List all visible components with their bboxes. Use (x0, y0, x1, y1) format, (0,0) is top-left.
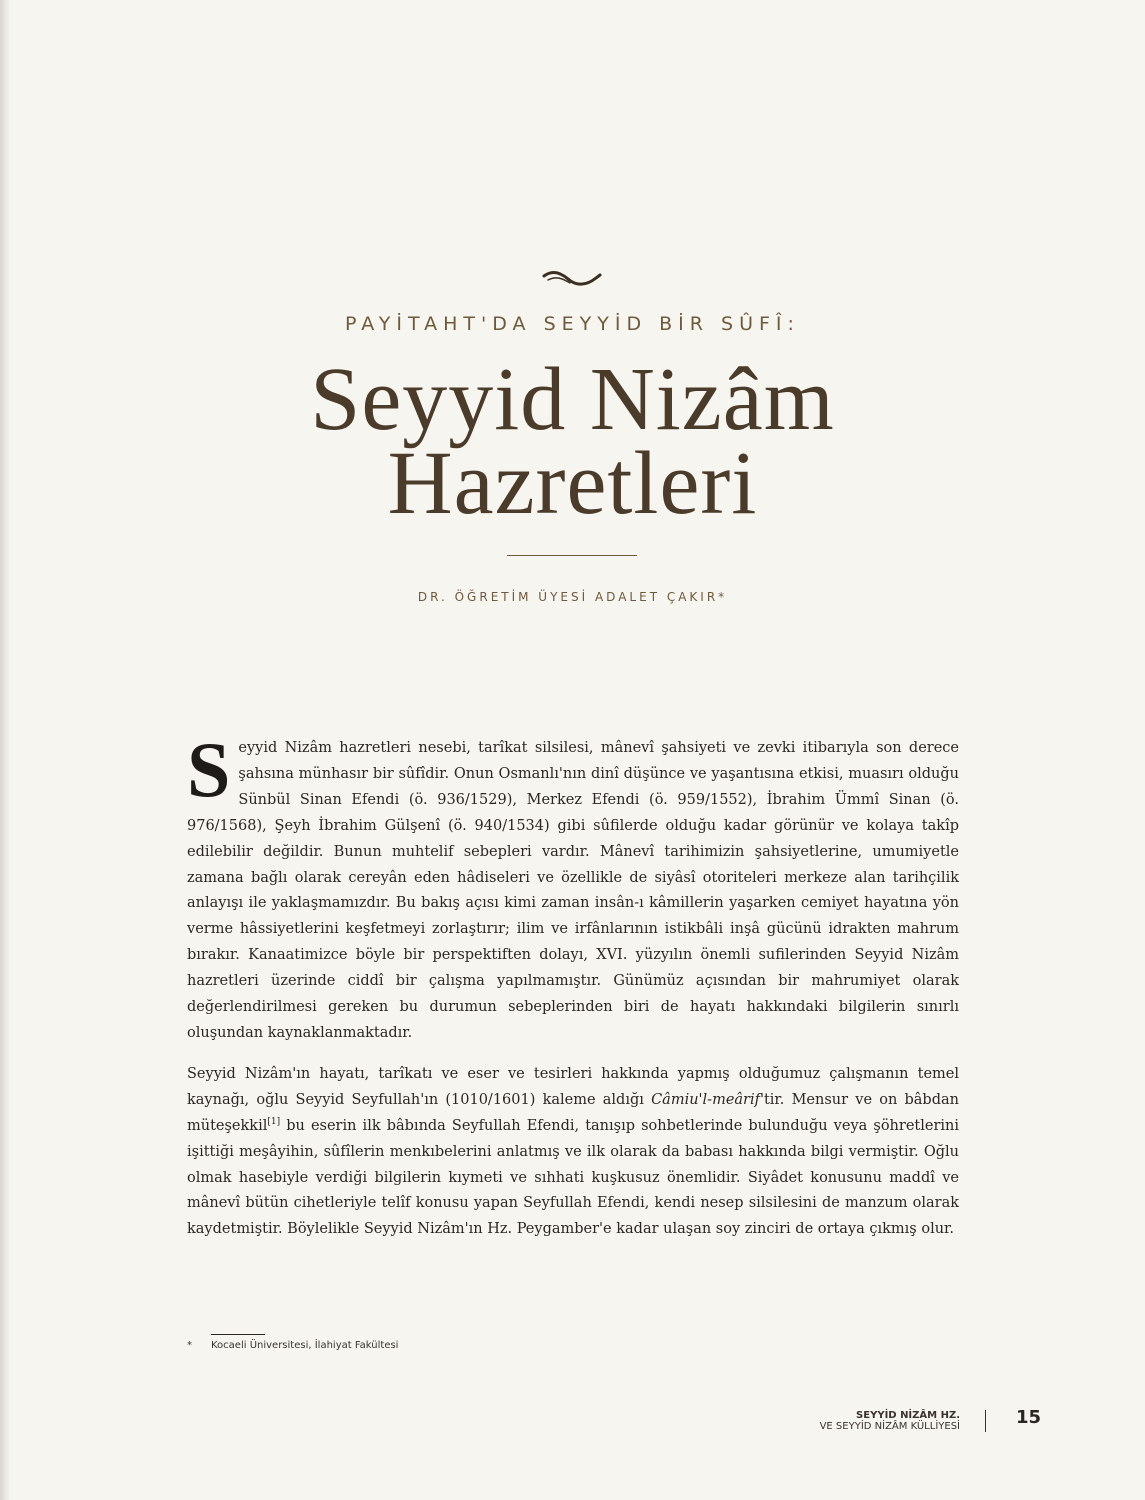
paragraph-2-text-c: bu eserin ilk bâbında Seyfullah Efendi, tanışıp sohbetlerinde bulunduğu veya şöhretlerini işittiği meşâyihin, sûfîlerin menkıbelerini anlatmış ve ilk olarak da babası hakkında bilgi vermiştir. Oğlu olmak hasebiyle verdiği bilgilerin kıymeti ve sıhhati kuşkusuz önemlidir. Siyâdet konusunu maddî ve mânevî bütün cihetleriyle telîf konusu yapan Seyfullah Efendi, kendi nesep silsilesini de manzum olarak kaydetmiştir. Böylelikle Seyyid Nizâm'ın Hz. Peygamber'e kadar ulaşan soy zinciri de ortaya çıkmış olur. (187, 1117, 959, 1238)
article-kicker: PAYİTAHT'DA SEYYİD BİR SÛFÎ: (345, 313, 800, 335)
footnote-mark: * (187, 1340, 192, 1351)
paragraph-2-text-b: 'tir. Mensur ve on bâbdan müteşekkil (187, 1091, 959, 1134)
title-divider (507, 555, 637, 556)
drop-cap: S (187, 726, 231, 813)
article-author: DR. ÖĞRETİM ÜYESİ ADALET ÇAKIR* (417, 590, 728, 604)
footnote (187, 1340, 398, 1351)
article-body (187, 726, 959, 1243)
paragraph-1 (187, 726, 959, 1047)
paragraph-1-text: eyyid Nizâm hazretleri nesebi, tarîkat silsilesi, mânevî şahsiyeti ve zevki itibarıyla son derece şahsına münhasır bir sûfîdir. Onun Osmanlı'nın dinî düşünce ve yaşantısına etkisi, muasırı olduğu Sünbül Sinan Efendi (ö. 936/1529), Merkez Efendi (ö. 959/1552), İbrahim Ümmî Sinan (ö. 976/1568), Şeyh İbrahim Gülşenî (ö. 940/1534) gibi sûfilerde olduğu kadar görünür ve kolaya takîp edilebilir değildir. Bunun muhtelif sebepleri vardır. Mânevî tarihimizin şahsiyetlerine, umumiyetle zamana bağlı olarak cereyân eden hâdiseleri ve özellikle de siyâsî otoriteleri merkeze alan tarihçilik anlayışı ile yaklaşmamızdır. Bu bakış açısı kimi zaman insân-ı kâmillerin yaşarken cemiyet hayatına yön verme hâssiyetlerini keşfetmeyi zorlaştırır; ilim ve irfânlarının istikbâli inşâ gücünü idrakten mahrum bırakır. Kanaatimizce böyle bir perspektiften dolayı, XVI. yüzyılın önemli sufilerinden Seyyid Nizâm hazretleri üzerinde ciddî bir çalışma yapılmamıştır. Günümüz açısından bir mahrumiyet olarak değerlendirilmesi gereken bu durumun sebeplerinden biri de hayatı hakkındaki bilgilerin sınırlı oluşundan kaynaklanmaktadır. (187, 740, 959, 1041)
running-head-line-1: SEYYİD NİZÂM HZ. (856, 1410, 960, 1421)
work-title-italic: Câmiu'l-meârif (651, 1091, 760, 1108)
page-number: 15 (1016, 1407, 1042, 1428)
running-head-line-2: VE SEYYİD NİZÂM KÜLLİYESİ (819, 1421, 960, 1432)
footnote-divider (211, 1334, 265, 1335)
swash-ornament-icon (540, 268, 604, 290)
paragraph-2 (187, 1062, 959, 1243)
footnote-reference[interactable]: [1] (267, 1116, 281, 1127)
title-line-1: Seyyid Nizâm (310, 350, 835, 449)
footnote-text: Kocaeli Üniversitesi, İlahiyat Fakültesi (211, 1340, 399, 1351)
title-line-2: Hazretleri (387, 434, 758, 533)
running-head (820, 1410, 960, 1432)
article-title (0, 350, 1145, 533)
running-head-separator (985, 1410, 986, 1432)
page-edge-shadow (0, 0, 10, 1500)
paragraph-2-text-a: Seyyid Nizâm'ın hayatı, tarîkatı ve eser ve tesirleri hakkında yapmış olduğumuz çalışmanın temel kaynağı, oğlu Seyyid Seyfullah'ın (1010/1601) kaleme aldığı (187, 1065, 959, 1108)
